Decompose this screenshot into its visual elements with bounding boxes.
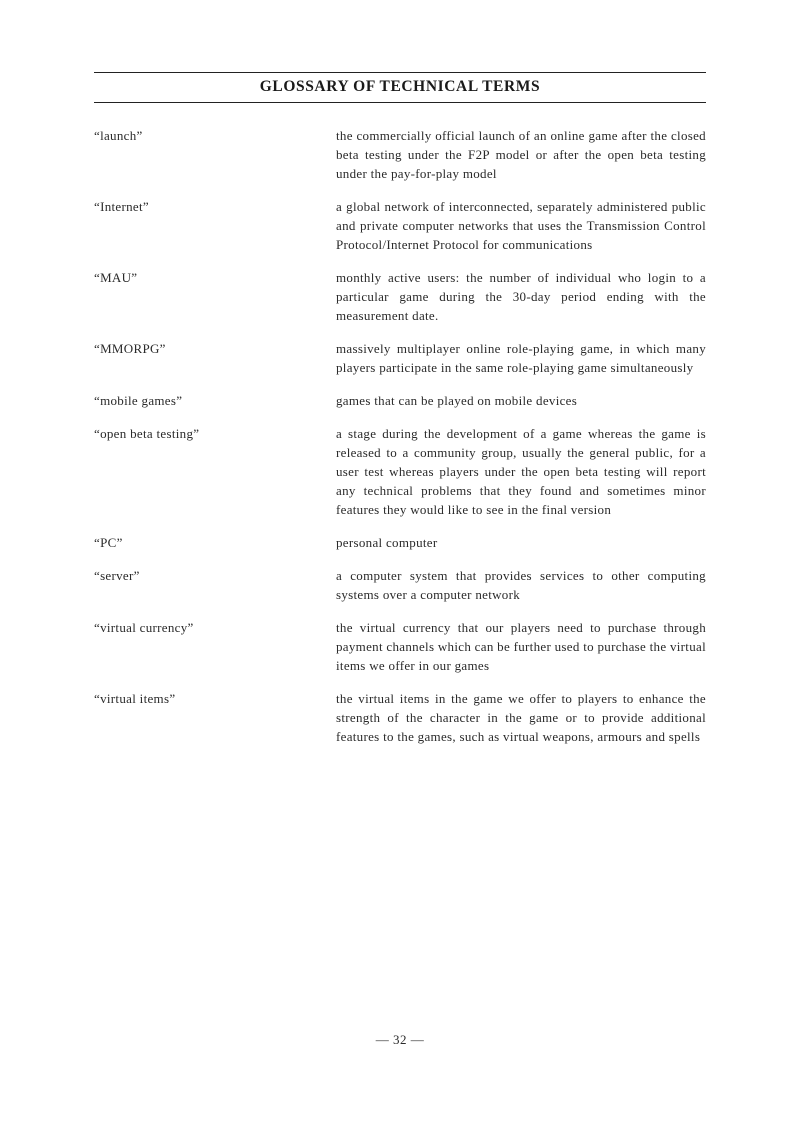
glossary-definition: a global network of interconnected, separately administered public and private computer networks that uses the Transmission Control Protocol/Internet Protocol for communications [336,199,706,252]
glossary-entry [94,424,706,519]
glossary-entry [94,339,706,377]
glossary-term: “MAU” [94,270,138,285]
glossary-entry [94,268,706,325]
glossary-term: “open beta testing” [94,426,200,441]
header-top-rule [94,72,706,73]
glossary-definition: personal computer [336,535,438,550]
glossary-entry [94,566,706,604]
glossary-term: “launch” [94,128,143,143]
glossary-entry [94,197,706,254]
glossary-definition: a computer system that provides services to other computing systems over a computer network [336,568,706,602]
glossary-definition: the commercially official launch of an online game after the closed beta testing under the F2P model or after the open beta testing under the pay-for-play model [336,128,706,181]
glossary-definition: the virtual items in the game we offer to players to enhance the strength of the character in the game or to provide additional features to the games, such as virtual weapons, armours and spells [336,691,706,744]
glossary-term: “mobile games” [94,393,183,408]
glossary-entry [94,689,706,746]
glossary-list [94,126,706,760]
glossary-definition: a stage during the development of a game whereas the game is released to a community group, usually the general public, for a user test whereas players under the open beta testing will report any technical problems that they found and sometimes minor features they would like to see in the final version [336,426,706,517]
glossary-term: “PC” [94,535,123,550]
glossary-term: “virtual items” [94,691,176,706]
glossary-term: “server” [94,568,140,583]
glossary-definition: the virtual currency that our players need to purchase through payment channels which can be further used to purchase the virtual items we offer in our games [336,620,706,673]
glossary-definition: monthly active users: the number of individual who login to a particular game during the 30-day period ending with the measurement date. [336,270,706,323]
glossary-entry [94,391,706,410]
glossary-definition: massively multiplayer online role-playing game, in which many players participate in the same role-playing game simultaneously [336,341,706,375]
header-bottom-rule [94,102,706,103]
glossary-entry [94,533,706,552]
glossary-term: “virtual currency” [94,620,194,635]
glossary-definition: games that can be played on mobile devices [336,393,578,408]
glossary-term: “Internet” [94,199,149,214]
glossary-entry [94,126,706,183]
glossary-entry [94,618,706,675]
page-title: GLOSSARY OF TECHNICAL TERMS [259,78,541,95]
glossary-term: “MMORPG” [94,341,166,356]
page-number: — 32 — [375,1032,425,1047]
